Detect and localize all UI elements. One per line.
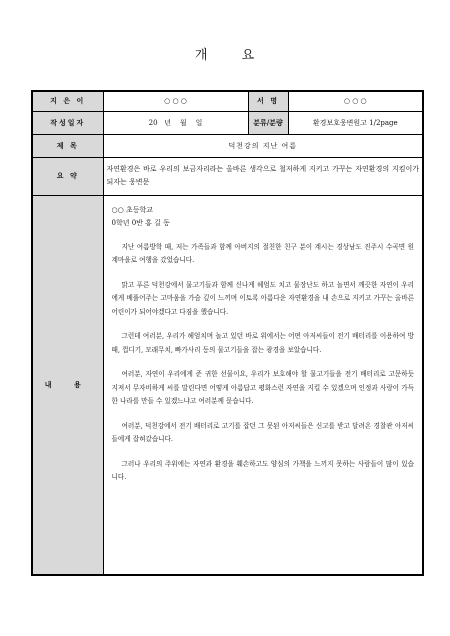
subject-row	[32, 134, 423, 157]
summary-value: 자연환경은 바로 우리의 보금자리라는 올바른 생각으로 철저하게 지키고 가꾸는 자연환경의 지킴이가 되자는 웅변문	[103, 157, 423, 195]
signature-label: 서 명	[248, 91, 288, 111]
paragraph-4: 여러분, 자연이 우리에게 준 귀한 선물이요, 우리가 보호해야 할 물고기들을 전기 배터리로 고문하듯 지져서 무자비하게 씨를 말린다면 어떻게 아름답고 평화스런 자연을 지킬 수 있겠으며 인정과 사랑이 가득한 나라를 만들 수 있겠느냐고 여러분께 묻습니다.	[111, 370, 414, 405]
paragraph-1: 지난 여름방학 때, 저는 가족들과 함께 아버지의 절친한 친구 분이 계시는 경상남도 진주시 수곡면 원계마을로 여행을 갔었습니다.	[111, 242, 414, 264]
signature-value: ○ ○ ○	[288, 91, 423, 111]
category-value: 환경보호웅변원고 1/2page	[288, 111, 423, 134]
title-char-1: 개	[194, 48, 209, 63]
author-row	[32, 91, 423, 111]
paragraph-6: 그러나 우리의 주위에는 자연과 환경을 훼손하고도 양심의 가책을 느끼지 못하는 사람들이 많이 있습니다.	[111, 459, 414, 481]
document-title	[0, 44, 450, 63]
form-table	[31, 90, 424, 576]
date-label: 작성일자	[32, 111, 103, 134]
author-label: 지 은 이	[32, 91, 103, 111]
category-label: 분류/분량	[248, 111, 288, 134]
title-char-2: 요	[241, 48, 256, 63]
content-body	[103, 195, 423, 575]
content-label: 내 용	[32, 195, 103, 575]
school-name: ○○ 초등학교	[111, 205, 153, 214]
date-row	[32, 111, 423, 134]
paragraph-3: 그런데 여러분, 우리가 헤엄치며 놀고 있던 바로 위에서는 어떤 아저씨들이 전기 배터리를 이용하여 방때, 껍디기, 모래무치, 빠가사리 등의 물고기들을 잡는 광경을 보았습니다.	[111, 332, 414, 354]
author-value: ○ ○ ○	[103, 91, 248, 111]
paragraph-2: 맑고 푸른 덕천강에서 물고기들과 함께 신나게 헤엄도 치고 물장난도 하고 놀면서 깨끗한 자연이 우리에게 베풀어주는 고마움을 가슴 깊이 느끼며 이토록 아름다운 자연환경을 내 손으로 지키고 가꾸는 올바른 어린이가 되어야겠다고 다짐을 했습니다.	[111, 280, 414, 316]
subject-value: 덕천강의 지난 여름	[103, 134, 423, 157]
date-value: 20 년 월 일	[103, 111, 248, 134]
summary-label: 요 약	[32, 157, 103, 195]
content-row	[32, 195, 423, 575]
paragraph-5: 여러분, 덕천강에서 전기 배터리로 고기를 잡던 그 못된 아저씨들은 신고를 받고 달려온 경찰관 아저씨들에게 잡혀갔습니다.	[111, 421, 414, 443]
subject-label: 제 목	[32, 134, 103, 157]
student-name: 0학년 0반 홍 길 동	[111, 218, 170, 227]
summary-row	[32, 157, 423, 195]
